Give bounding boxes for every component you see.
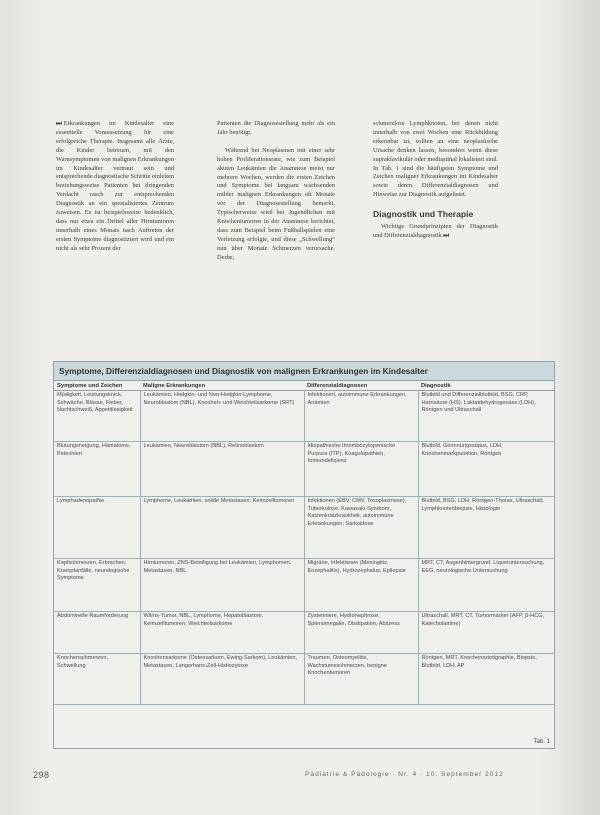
- article-column-3: [373, 120, 498, 328]
- table-row: [54, 612, 555, 654]
- table-row: [54, 497, 555, 559]
- table-cell: Idiopathische thrombozytopenische Purpura (ITP), Koagulopathien, Immundefizienz: [304, 442, 418, 497]
- table-cell: Kopfschmerzen, Erbrechen, Krampfanfälle, neurologische Symptome: [54, 559, 140, 612]
- column-header: Differenzialdiagnosen: [304, 381, 418, 391]
- table-cell: Wilms-Tumor, NBL, Lymphome, Hepatoblastom, Keimzelltumoren, Weichteilsarkome: [140, 612, 304, 654]
- table-cell: Zystenniere, Hydronephrose, Splenomegalie, Obstipation, Abszess: [304, 612, 418, 654]
- column-2-text-b: Während bei Neoplasmen mit einer sehr hohen Proliferationsrate, wie zum Beispiel akuten Leukämien die Anamnese meist nur mehrere Wochen, werden die ersten Zeichen und Symptome bei langsam wachsenden milder malignen Erkrankungen oft Monate vor der Diagnosestellung bemerkt. Typischerweise wird bei Jugendlichen mit Knochentumoren in der Anamnese berichtet, dass zum Beispiel beim Fußballspielen eine Verletzung erfolgte, und diese „Schwellung“ nun über Monate Schmerzen verursache. Derbe,: [217, 146, 335, 261]
- table-cell: Hirntumoren, ZNS-Beteiligung bei Leukämien, Lymphomen, Metastasen, NBL: [140, 559, 304, 612]
- column-3-text-a: schmerzlose Lymphknoten, bei denen nicht innerhalb von zwei Wochen eine Rückbildung erkennbar ist, sollten an eine neoplastische Ursache denken lassen, besonders wenn diese supraklavikulär oder mediastinal lokalisiert sind. In Tab. 1 sind die häufigsten Symptome und Zeichen maligner Erkrankungen im Kindesalter sowie deren Differenzialdiagnosen und Hinweise zur Diagnostik aufgelistet.: [373, 120, 498, 199]
- table-cell: Lymphadenopathie: [54, 497, 140, 559]
- table-header-row: [54, 381, 555, 391]
- table-cell: Infektionen, autoimmune Erkrankungen, Anämien: [304, 391, 418, 442]
- table-title: Symptome, Differenzialdiagnosen und Diagnostik von malignen Erkrankungen im Kindesalter: [54, 362, 554, 381]
- table-cell: Leukämien, Hodgkin- und Non-Hodgkin-Lymphome, Neuroblastom (NBL), Knochen- und Weichteilsarkome (SRT): [140, 391, 304, 442]
- table-number: Tab. 1: [533, 739, 550, 745]
- column-2-text-a: Patienten die Diagnosestellung mehr als ein Jahr benötigt.: [217, 120, 335, 136]
- table-cell: Leukämien, Neuroblastom (NBL), Retinoblastom: [140, 442, 304, 497]
- table-row: [54, 442, 555, 497]
- section-heading: Diagnostik und Therapie: [373, 209, 474, 220]
- table-cell: Knochensarkome (Osteosarkom, Ewing-Sarkom), Leukämien, Metastasen, Langerhans-Zell-Histiozytose: [140, 654, 304, 705]
- column-3-text-b: Wichtige Grundprinzipien der Diagnostik und Differenzialdiagnostik: [373, 223, 498, 240]
- article-column-2: [217, 120, 335, 328]
- article-column-1: [56, 120, 174, 328]
- table-box: [53, 361, 555, 749]
- end-mark-icon: ⏭: [443, 232, 449, 240]
- journal-footer: Pädiatrie & Pädologie · Nr. 4 · 10. September 2012: [305, 771, 504, 778]
- symptoms-table: [54, 381, 555, 705]
- start-mark-icon: ⏭: [56, 120, 62, 127]
- table-row: [54, 391, 555, 442]
- table-cell: Migräne, Infektionen (Meningitis, Enzephalitis), Hydrozephalus, Epilepsie: [304, 559, 418, 612]
- table-cell: Blutbild, BSG, LDH, Röntgen-Thorax, Ultraschall, Lymphknotenbiopsie, Histologie: [418, 497, 555, 559]
- table-cell: Blutbild und Differenzialblutbild, BSG, CRP, Harnsäure (HS), Laktatdehydrogenase (LDH), Röntgen und Ultraschall: [418, 391, 555, 442]
- column-1-text: Erkrankungen im Kindesalter eine essentielle Voraussetzung für eine erfolgreiche Therapie. Insgesamt alle Ärzte, die Kinder betreuen, mit den Warnsymptomen von malignen Erkrankungen im Kindesalter vertraut sein und entsprechende diagnostische Schritte einleiten beziehungsweise Patienten bei dringenden Verdacht rasch zur entsprechenden Diagnostik an ein spezialisiertes Zentrum zuweisen. Es ist beispielsweise bedenklich, dass nur etwa ein Drittel aller Hirntumoren innerhalb eines Monats nach Auftreten der ersten Symptome diagnostiziert wird und ein nicht als sehr Prozent der: [56, 120, 174, 252]
- table-cell: Blutungsneigung, Hämatome, Petechien: [54, 442, 140, 497]
- column-header: Symptome und Zeichen: [54, 381, 140, 391]
- table-row: [54, 559, 555, 612]
- table-cell: Müdigkeit, Leistungsknick, Schwäche, Blässe, Fieber, Nachtschweiß, Appetitlosigkeit: [54, 391, 140, 442]
- column-header: Diagnostik: [418, 381, 555, 391]
- table-cell: Röntgen, MRT, Knochenszintigraphie, Biopsie, Blutbild, LDH, AP: [418, 654, 555, 705]
- table-cell: Ultraschall, MRT, CT, Tumormarker (AFP, β-HCG, Katecholamine): [418, 612, 555, 654]
- table-cell: MRT, CT, Augenhintergrund, Liquoruntersuchung, EEG, neurologische Untersuchung: [418, 559, 555, 612]
- table-cell: Infektionen (EBV, CMV, Toxoplasmose), Tuberkulose, Kawasaki-Syndrom, Katzenkratzkrankheit, autoimmune Erkrankungen, Sarkoidose: [304, 497, 418, 559]
- column-header: Maligne Erkrankungen: [140, 381, 304, 391]
- table-row: [54, 654, 555, 705]
- table-cell: Lymphome, Leukämien, solide Metastasen, Keimzelltumoren: [140, 497, 304, 559]
- table-cell: Knochenschmerzen, Schwellung: [54, 654, 140, 705]
- table-cell: Blutbild, Gerinnungsstatus, LDH, Knochenmarkpunktion, Röntgen: [418, 442, 555, 497]
- table-cell: Traumen, Osteomyelitis, Wachstumsschmerzen, benigne Knochentumoren: [304, 654, 418, 705]
- page-number: 298: [33, 770, 50, 780]
- table-cell: Abdominelle Raumforderung: [54, 612, 140, 654]
